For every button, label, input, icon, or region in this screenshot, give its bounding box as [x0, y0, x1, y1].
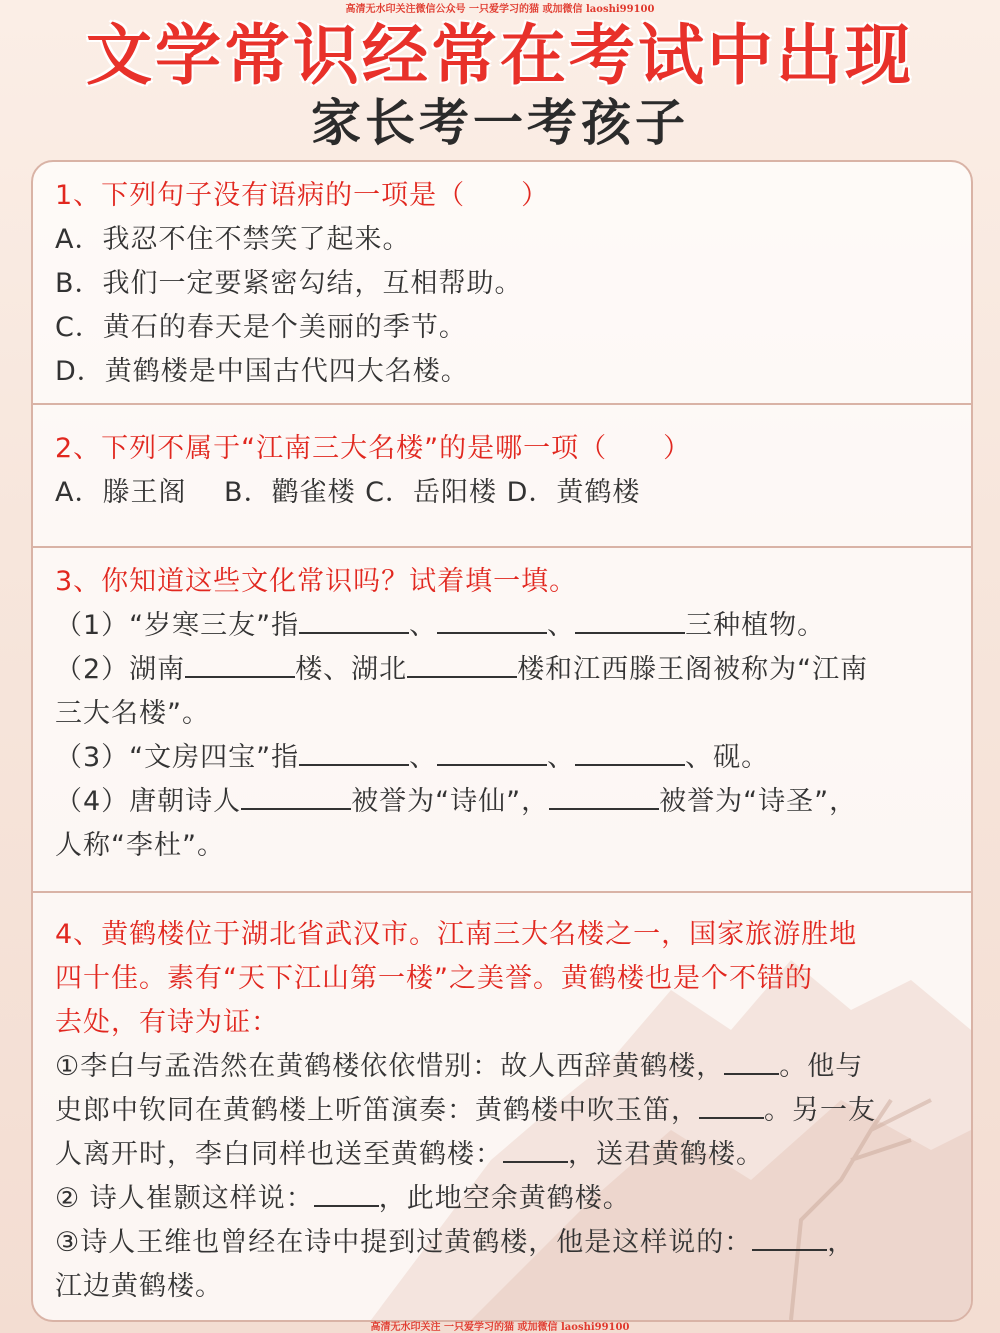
q4-line-5 — [55, 1221, 855, 1265]
q4-2-end: 。另一友 — [764, 1095, 876, 1126]
q3-1-text: （1）“岁寒三友”指 — [55, 610, 300, 641]
question-2-prompt: 2、下列不属于“江南三大名楼”的是哪一项（ ） — [55, 433, 692, 464]
q4-1-text: ①李白与孟浩然在黄鹤楼依依惜别：故人西辞黄鹤楼， — [55, 1051, 725, 1082]
q3-item-1 — [55, 604, 825, 648]
q4-line-2 — [55, 1089, 876, 1133]
q3-4-end: 被誉为“诗圣”， — [659, 786, 858, 817]
q4-1-end: 。他与 — [779, 1051, 864, 1082]
q3-4-text: （4）唐朝诗人 — [55, 786, 242, 817]
answer-blank[interactable] — [752, 1221, 827, 1251]
q4-intro-1: 4、黄鹤楼位于湖北省武汉市。江南三大名楼之一，国家旅游胜地 — [55, 919, 858, 950]
divider — [33, 891, 971, 893]
q3-item-4-cont: 人称“李杜”。 — [55, 830, 225, 861]
separator: 、 — [409, 610, 438, 641]
q4-3-end: ，送君黄鹤楼。 — [568, 1139, 764, 1170]
q3-2-mid: 楼、湖北 — [295, 654, 408, 685]
q4-5-end: ， — [827, 1227, 856, 1258]
divider — [33, 403, 971, 405]
q4-5-text: ③诗人王维也曾经在诗中提到过黄鹤楼，他是这样说的： — [55, 1227, 753, 1258]
answer-blank[interactable] — [185, 648, 295, 678]
q4-intro-2: 四十佳。素有“天下江山第一楼”之美誉。黄鹤楼也是个不错的 — [55, 963, 813, 994]
q4-line-1 — [55, 1045, 863, 1089]
q3-item-2-cont: 三大名楼”。 — [55, 698, 210, 729]
q1-option-d: D．黄鹤楼是中国古代四大名楼。 — [55, 356, 469, 387]
answer-blank[interactable] — [407, 648, 517, 678]
answer-blank[interactable] — [314, 1177, 379, 1207]
q4-2-text: 史郎中钦同在黄鹤楼上听笛演奏：黄鹤楼中吹玉笛， — [55, 1095, 699, 1126]
divider — [33, 546, 971, 548]
q4-3-text: 人离开时，李白同样也送至黄鹤楼： — [55, 1139, 503, 1170]
q4-line-3 — [55, 1133, 764, 1177]
q1-option-c: C．黄石的春天是个美丽的季节。 — [55, 312, 467, 343]
answer-blank[interactable] — [299, 604, 409, 634]
q4-line-6: 江边黄鹤楼。 — [55, 1271, 223, 1302]
q4-4-end: ，此地空余黄鹤楼。 — [378, 1183, 631, 1214]
bottom-watermark: 高清无水印关注 一只爱学习的猫 或加微信 laoshi99100 — [370, 1322, 630, 1333]
q3-item-2 — [55, 648, 868, 692]
answer-blank[interactable] — [575, 604, 685, 634]
separator: 、 — [409, 742, 438, 773]
q3-item-4 — [55, 780, 857, 824]
q1-option-b: B．我们一定要紧密勾结，互相帮助。 — [55, 268, 523, 299]
q4-4-text: ② 诗人崔颢这样说： — [55, 1183, 314, 1214]
answer-blank[interactable] — [299, 736, 409, 766]
answer-blank[interactable] — [699, 1089, 764, 1119]
answer-blank[interactable] — [724, 1045, 779, 1075]
page-title: 文学常识经常在考试中出现 — [86, 17, 914, 94]
quiz-card — [31, 160, 973, 1322]
top-watermark: 高清无水印关注微信公众号 一只爱学习的猫 或加微信 laoshi99100 — [345, 4, 655, 15]
answer-blank[interactable] — [503, 1133, 568, 1163]
q3-2-text: （2）湖南 — [55, 654, 186, 685]
question-1-prompt: 1、下列句子没有语病的一项是（ ） — [55, 180, 550, 211]
q4-line-4 — [55, 1177, 631, 1221]
q3-2-end: 楼和江西滕王阁被称为“江南 — [517, 654, 869, 685]
separator: 、 — [547, 742, 576, 773]
q3-item-3 — [55, 736, 769, 780]
q4-intro-3: 去处，有诗为证： — [55, 1007, 279, 1038]
q3-3-text: （3）“文房四宝”指 — [55, 742, 300, 773]
q3-1-end: 三种植物。 — [685, 610, 826, 641]
page-subtitle: 家长考一考孩子 — [311, 94, 689, 152]
answer-blank[interactable] — [437, 604, 547, 634]
q1-option-a: A．我忍不住不禁笑了起来。 — [55, 224, 411, 255]
q3-4-mid: 被誉为“诗仙”， — [351, 786, 550, 817]
q2-options: A．滕王阁 B．鹳雀楼 C．岳阳楼 D．黄鹤楼 — [55, 477, 641, 508]
question-3-prompt: 3、你知道这些文化常识吗？试着填一填。 — [55, 566, 578, 597]
answer-blank[interactable] — [241, 780, 351, 810]
answer-blank[interactable] — [575, 736, 685, 766]
answer-blank[interactable] — [437, 736, 547, 766]
separator: 、 — [547, 610, 576, 641]
q3-3-end: 、砚。 — [685, 742, 770, 773]
answer-blank[interactable] — [549, 780, 659, 810]
